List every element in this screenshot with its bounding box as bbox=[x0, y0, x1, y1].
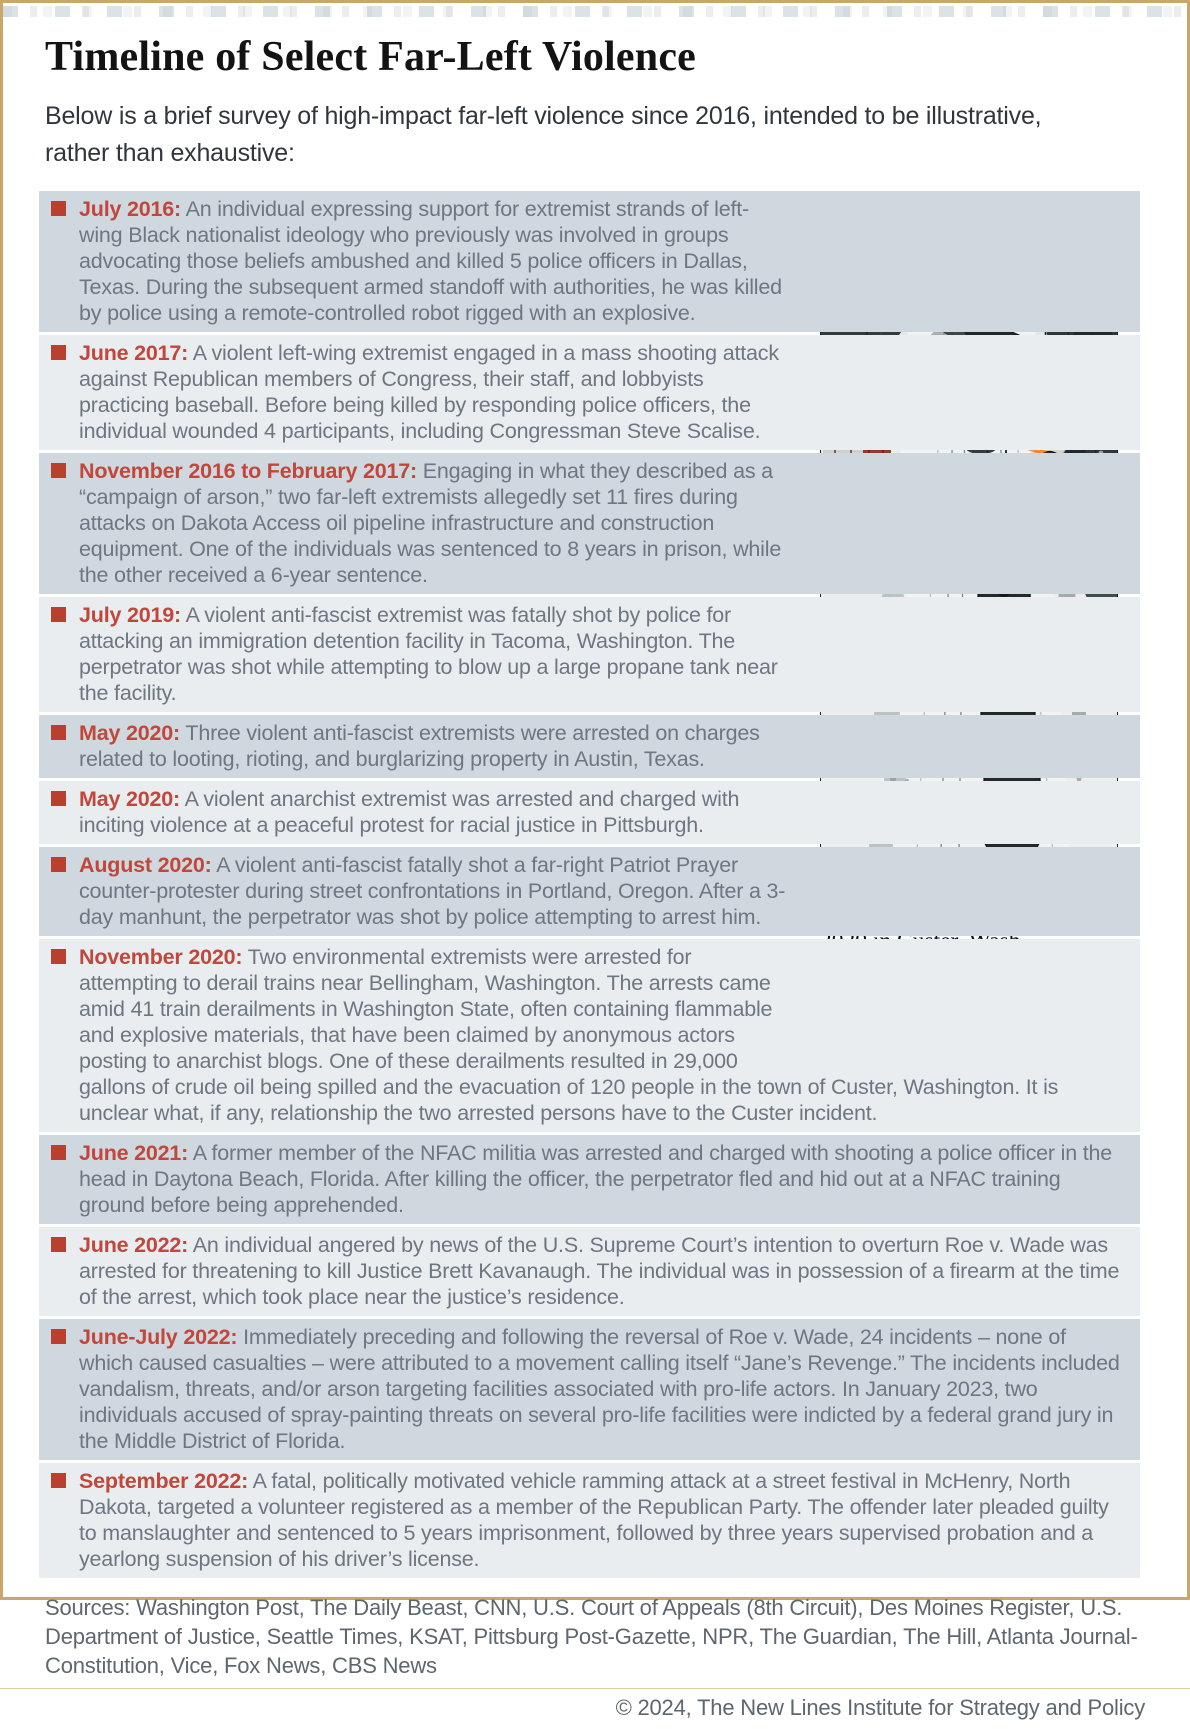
bullet-square-icon bbox=[51, 345, 66, 360]
bullet-square-icon bbox=[51, 949, 66, 964]
timeline-entry bbox=[39, 1319, 1140, 1460]
bullet-square-icon bbox=[51, 1237, 66, 1252]
timeline-entry bbox=[39, 1227, 1140, 1316]
entry-date: May 2020: bbox=[79, 721, 180, 745]
bullet-square-icon bbox=[51, 463, 66, 478]
header bbox=[3, 3, 1187, 191]
entry-date: July 2019: bbox=[79, 603, 181, 627]
copyright-text: © 2024, The New Lines Institute for Strategy and Policy bbox=[615, 1695, 1145, 1720]
timeline-section bbox=[39, 191, 1140, 1581]
timeline-entry bbox=[39, 847, 1140, 936]
entry-date: November 2016 to February 2017: bbox=[79, 459, 417, 483]
cropped-text-artifact-strip bbox=[3, 6, 1187, 17]
entry-date: June 2017: bbox=[79, 341, 189, 365]
entry-date: August 2020: bbox=[79, 853, 212, 877]
bullet-square-icon bbox=[51, 1145, 66, 1160]
entry-date: June 2021: bbox=[79, 1141, 189, 1165]
entry-text: A violent anti-fascist extremist was fatally shot by police for attacking an immigration detention facility in Tacoma, Washington. The perpetrator was shot while attempting to blow up a large propane tank near the facility. bbox=[79, 603, 778, 705]
bullet-square-icon bbox=[51, 1473, 66, 1488]
entry-date: July 2016: bbox=[79, 197, 181, 221]
entry-text: Three violent anti-fascist extremists were arrested on charges related to looting, rioting, and burglarizing property in Austin, Texas. bbox=[79, 721, 760, 771]
entry-text: An individual expressing support for extremist strands of left-wing Black nationalist ideology who previously was involved in groups advocating those beliefs ambushed and killed 5 police officers in Dallas, Texas. During the subsequent armed standoff with authorities, he was killed by police using a remote-controlled robot rigged with an explosive. bbox=[79, 197, 782, 325]
timeline-entry bbox=[39, 191, 1140, 332]
entry-date: November 2020: bbox=[79, 945, 243, 969]
entry-text: A fatal, politically motivated vehicle ramming attack at a street festival in McHenry, North Dakota, targeted a volunteer registered as a member of the Republican Party. The offender later pleaded guilty to manslaughter and sentenced to 5 years imprisonment, followed by three years supervised probation and a yearlong suspension of his driver’s license. bbox=[79, 1469, 1109, 1571]
entry-text: A former member of the NFAC militia was arrested and charged with shooting a police officer in the head in Daytona Beach, Florida. After killing the officer, the perpetrator fled and hid out at a NFAC training ground before being apprehended. bbox=[79, 1141, 1113, 1217]
bullet-square-icon bbox=[51, 201, 66, 216]
entry-date: September 2022: bbox=[79, 1469, 249, 1493]
timeline-entry bbox=[39, 1135, 1140, 1224]
entry-text: A violent left-wing extremist engaged in a mass shooting attack against Republican members of Congress, their staff, and lobbyists practicing baseball. Before being killed by responding police officers, the individual wounded 4 participants, including Congressman Steve Scalise. bbox=[79, 341, 779, 443]
bullet-square-icon bbox=[51, 725, 66, 740]
timeline-entries bbox=[39, 191, 1140, 1578]
bullet-square-icon bbox=[51, 1329, 66, 1344]
timeline-entry bbox=[39, 453, 1140, 594]
entry-text: An individual angered by news of the U.S. Supreme Court’s intention to overturn Roe v. Wade was arrested for threatening to kill Justice Brett Kavanaugh. The individual was in possession of a firearm at the time of the arrest, which took place near the justice’s residence. bbox=[79, 1233, 1120, 1309]
entry-date: June 2022: bbox=[79, 1233, 189, 1257]
timeline-entry bbox=[39, 1463, 1140, 1578]
bullet-square-icon bbox=[51, 791, 66, 806]
bullet-square-icon bbox=[51, 857, 66, 872]
entry-text: A violent anti-fascist fatally shot a far-right Patriot Prayer counter-protester during street confrontations in Portland, Oregon. After a 3-day manhunt, the perpetrator was shot by police attempting to arrest him. bbox=[79, 853, 786, 929]
timeline-entry bbox=[39, 597, 1140, 712]
timeline-entry bbox=[39, 715, 1140, 778]
bullet-square-icon bbox=[51, 607, 66, 622]
entry-date: May 2020: bbox=[79, 787, 180, 811]
page-subtitle: Below is a brief survey of high-impact far-left violence since 2016, intended to be illustrative, rather than exhaustive: bbox=[45, 102, 1042, 167]
timeline-entry bbox=[39, 781, 1140, 844]
sources-text: Sources: Washington Post, The Daily Beast, CNN, U.S. Court of Appeals (8th Circuit), Des Moines Register, U.S. Department of Justice, Seattle Times, KSAT, Pittsburg Post-Gazette, NPR, The Guardian, The Hill, Atlanta Journal-Constitution, Vice, Fox News, CBS News bbox=[45, 1595, 1138, 1678]
footer-divider bbox=[0, 1688, 1190, 1689]
entry-text: Two environmental extremists were arrested for attempting to derail trains near Bellingham, Washington. The arrests came amid 41 train derailments in Washington State, often containing flammable and explosive materials, that have been claimed by anonymous actors posting to anarchist blogs. One of these derailments resulted in 29,000 gallons of crude oil being spilled and the evacuation of 120 people in the town of Custer, Washington. It is unclear what, if any, relationship the two arrested persons have to the Custer incident. bbox=[79, 945, 1059, 1125]
footer bbox=[3, 1581, 1187, 1729]
entry-date: June-July 2022: bbox=[79, 1325, 238, 1349]
entry-text: A violent anarchist extremist was arrested and charged with inciting violence at a peaceful protest for racial justice in Pittsburgh. bbox=[79, 787, 740, 837]
page-title: Timeline of Select Far-Left Violence bbox=[45, 34, 697, 80]
timeline-entry bbox=[39, 939, 1140, 1132]
entry-text: Engaging in what they described as a “campaign of arson,” two far-left extremists allegedly set 11 fires during attacks on Dakota Access oil pipeline infrastructure and construction equipment. One of the individuals was sentenced to 8 years in prison, while the other received a 6-year sentence. bbox=[79, 459, 782, 587]
timeline-entry bbox=[39, 335, 1140, 450]
entry-text: Immediately preceding and following the reversal of Roe v. Wade, 24 incidents – none of which caused casualties – were attributed to a movement calling itself “Jane’s Revenge.” The incidents included vandalism, threats, and/or arson targeting facilities associated with pro-life actors. In January 2023, two individuals accused of spray-painting threats on several pro-life facilities were indicted by a federal grand jury in the Middle District of Florida. bbox=[79, 1325, 1120, 1453]
